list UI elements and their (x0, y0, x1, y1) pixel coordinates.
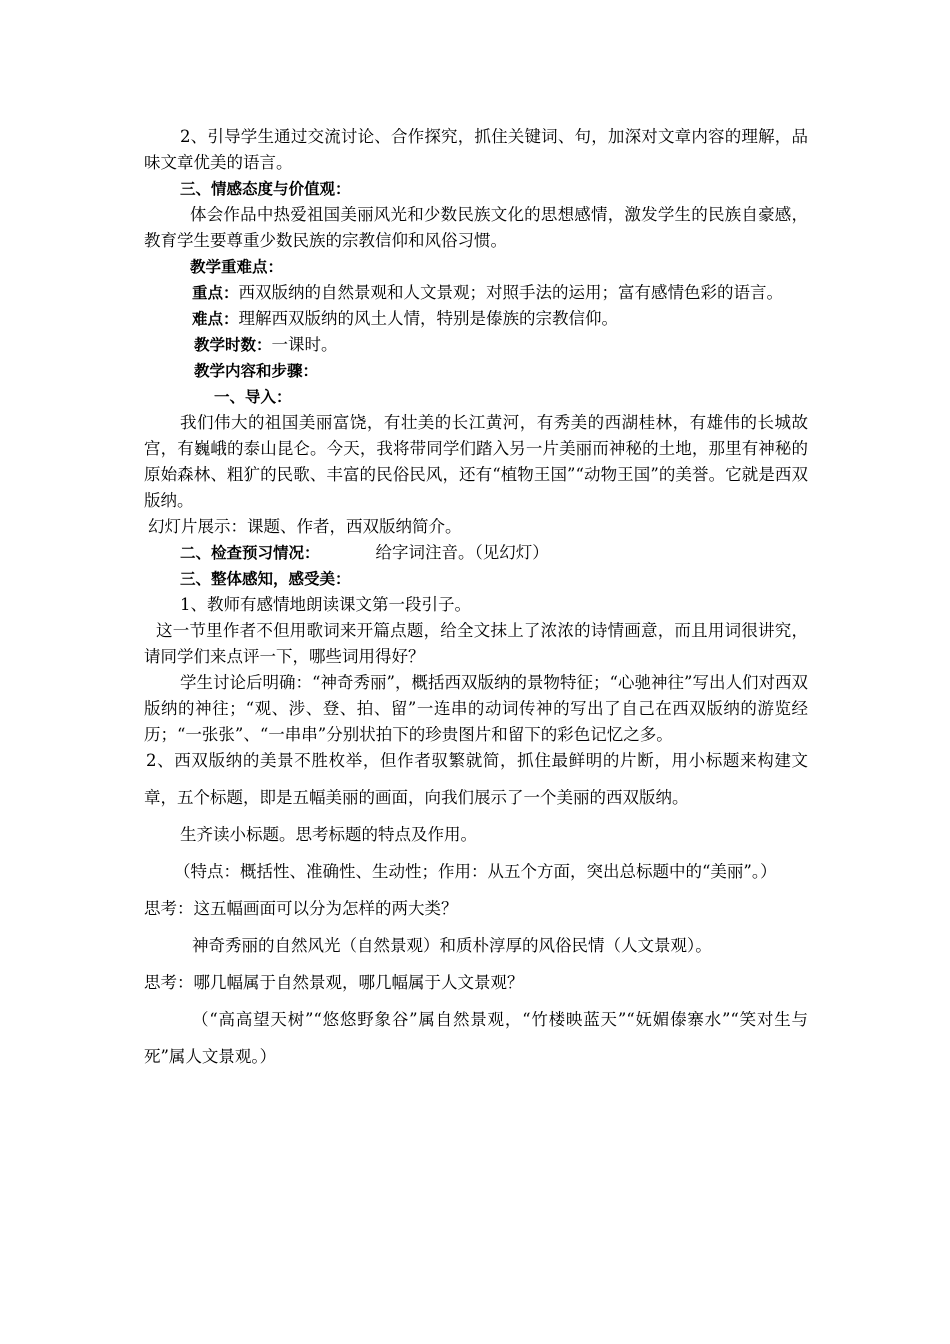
hours-text: 一课时。 (271, 335, 338, 354)
paragraph-features: （特点：概括性、准确性、生动性；作用：从五个方面，突出总标题中的“美丽”。） (174, 862, 777, 881)
paragraph-step-3-2: 2、西双版纳的美景不胜枚举，但作者驭繁就简，抓住最鲜明的片断，用小标题来构建文章，五个标题，即是五幅美丽的画面，向我们展示了一个美丽的西双版纳。 (144, 751, 808, 807)
paragraph-hours (144, 332, 808, 358)
paragraph-read-titles: 生齐读小标题。思考标题的特点及作用。 (180, 825, 477, 844)
paragraph-think-1: 思考：这五幅画面可以分为怎样的两大类？ (144, 899, 458, 918)
paragraph-think-2: 思考：哪几幅属于自然景观，哪几幅属于人文景观？ (144, 973, 524, 992)
hours-label: 教学时数： (194, 336, 272, 354)
heading-attitude: 三、情感态度与价值观： (180, 180, 351, 198)
paragraph-focus (144, 280, 808, 306)
paragraph-step-2 (144, 540, 808, 566)
step-2-text: 给字词注音。（见幻灯） (375, 543, 549, 562)
paragraph-step-3-question: 这一节里作者不但用歌词来开篇点题，给全文抹上了浓浓的诗情画意，而且用词很讲究，请同学们来点评一下，哪些词用得好？ (144, 621, 808, 666)
paragraph-answer-2: （“高高望天树”“悠悠野象谷”属自然景观，“竹楼映蓝天”“妩媚傣寨水”“笑对生与死”属人文景观。） (144, 1010, 808, 1066)
heading-steps: 教学内容和步骤： (194, 362, 319, 380)
heading-step-3: 三、整体感知，感受美： (180, 570, 351, 588)
focus-text: 西双版纳的自然景观和人文景观；对照手法的运用；富有感情色彩的语言。 (238, 283, 784, 302)
paragraph-difficulty (144, 306, 808, 332)
heading-step-1: 一、导入： (214, 388, 292, 406)
paragraph-intro: 我们伟大的祖国美丽富饶，有壮美的长江黄河，有秀美的西湖桂林，有雄伟的长城故宫，有巍峨的泰山昆仑。今天，我将带同学们踏入另一片美丽而神秘的土地，那里有神秘的原始森林、粗犷的民歌、丰富的民俗民风，还有“植物王国”“动物王国”的美誉。它就是西双版纳。 (144, 413, 808, 510)
difficulty-text: 理解西双版纳的风土人情，特别是傣族的宗教信仰。 (238, 309, 619, 328)
paragraph-slide: 幻灯片展示：课题、作者，西双版纳简介。 (148, 517, 462, 536)
heading-key-points: 教学重难点： (190, 258, 284, 276)
paragraph-attitude: 体会作品中热爱祖国美丽风光和少数民族文化的思想感情，激发学生的民族自豪感，教育学生要尊重少数民族的宗教信仰和风俗习惯。 (144, 205, 808, 250)
paragraph-answer-1: 神奇秀丽的自然风光（自然景观）和质朴淳厚的风俗民情（人文景观）。 (192, 936, 712, 955)
difficulty-label: 难点： (192, 310, 239, 328)
paragraph-step-3-1: 1、教师有感情地朗读课文第一段引子。 (180, 595, 471, 614)
paragraph-objective-2: 2、引导学生通过交流讨论、合作探究，抓住关键词、句，加深对文章内容的理解，品味文章优美的语言。 (144, 127, 808, 172)
document-body (144, 124, 808, 1075)
focus-label: 重点： (192, 284, 239, 302)
step-2-label: 二、检查预习情况： (180, 544, 320, 562)
paragraph-step-3-answer: 学生讨论后明确：“神奇秀丽”，概括西双版纳的景物特征；“心驰神往”写出人们对西双版纳的神往；“观、涉、登、拍、留”一连串的动词传神的写出了自己在西双版纳的游览经历；“一张张”、“一串串”分别状拍下的珍贵图片和留下的彩色记忆之多。 (144, 673, 808, 744)
